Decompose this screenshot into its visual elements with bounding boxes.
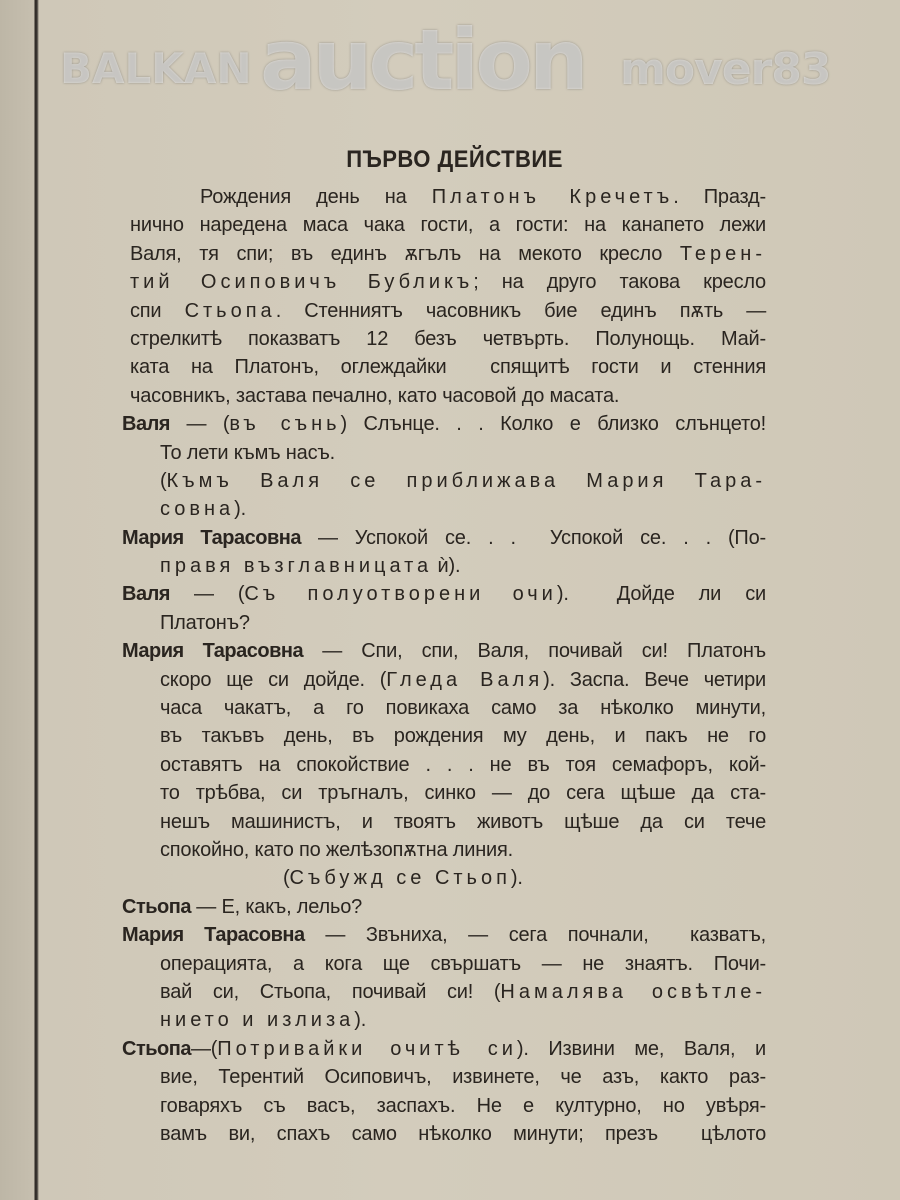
text-segment: скоро ще си дойде. ( xyxy=(160,668,387,691)
text-line xyxy=(130,382,766,410)
spaced-text: Платонъ Кречетъ xyxy=(431,186,674,208)
text-line xyxy=(130,325,766,353)
watermark-logo xyxy=(60,8,860,118)
watermark-balkan: BALKAN xyxy=(60,44,252,93)
text-segment: ). xyxy=(234,498,246,521)
spaced-text: Съ полуотворени очи xyxy=(244,583,557,606)
text-line xyxy=(160,1120,766,1148)
speaker-name: Стьопа xyxy=(122,1037,191,1060)
text-segment: вай си, Стьопа, почивай си! ( xyxy=(160,980,501,1003)
text-segment: — Звъниха, — сега почнали, казватъ, xyxy=(304,924,766,947)
text-line xyxy=(160,808,766,836)
text-segment: . Празд- xyxy=(673,186,766,208)
text-segment: — ( xyxy=(169,413,230,436)
text-line xyxy=(160,609,766,637)
text-line xyxy=(160,978,766,1006)
text-segment: въ такъвъ день, въ рождения му день, и пакъ не го xyxy=(160,725,766,748)
dialogue-line xyxy=(122,580,766,608)
text-line xyxy=(160,722,766,750)
text-segment: часа чакатъ, а го повикаха само за нѣколко минути, xyxy=(160,697,766,720)
spaced-text: Гледа Валя xyxy=(386,668,544,691)
speaker-name: Мария Тарасовна xyxy=(122,640,304,663)
act-heading: ПЪРВО ДЕЙСТВИЕ xyxy=(346,146,563,173)
text-segment: ). xyxy=(354,1009,367,1032)
text-segment: — ( xyxy=(169,583,245,606)
spaced-text: въ сънь xyxy=(229,413,341,436)
text-segment: То лети къмъ насъ. xyxy=(160,441,336,464)
text-line xyxy=(130,297,766,325)
stage-direction-line xyxy=(283,864,703,892)
text-segment: спи xyxy=(130,299,185,322)
text-segment: вие, Терентий Осиповичъ, извинете, че азъ, както раз- xyxy=(160,1066,766,1089)
text-segment: ката на Платонъ, оглеждайки спящитѣ гости и стенния xyxy=(130,356,766,379)
text-line xyxy=(160,1006,766,1034)
text-line xyxy=(130,268,766,296)
text-line xyxy=(160,666,766,694)
text-line xyxy=(200,183,766,211)
dialogue-line xyxy=(122,524,766,552)
text-line xyxy=(160,751,766,779)
text-segment: — Е, какъ, лельо? xyxy=(190,895,363,918)
spaced-text: правя възглавницата xyxy=(160,555,433,578)
text-segment: вамъ ви, спахъ само нѣколко минути; презъ цѣлото xyxy=(160,1122,766,1145)
text-segment: ). Дойде ли си xyxy=(556,583,766,606)
text-line xyxy=(160,836,766,864)
spaced-text: Потривайки очитѣ си xyxy=(217,1037,517,1060)
text-segment: часовникъ, застава печално, като часовой до масата. xyxy=(130,384,620,407)
dialogue-line xyxy=(122,921,766,949)
text-line xyxy=(160,950,766,978)
text-segment: ) Слънце. . . Колко е близко слънцето! xyxy=(340,413,766,436)
text-segment: спокойно, като по желѣзопѫтна линия. xyxy=(160,838,513,861)
text-line xyxy=(160,779,766,807)
text-segment: ѝ). xyxy=(432,555,461,578)
text-segment: нично наредена маса чака гости, а гости: на канапето лежи xyxy=(130,214,766,237)
text-line xyxy=(160,439,766,467)
play-text xyxy=(0,183,900,1148)
text-line xyxy=(130,240,766,268)
speaker-name: Мария Тарасовна xyxy=(122,526,301,549)
watermark-user: mover83 xyxy=(620,44,831,95)
speaker-name: Стьопа xyxy=(122,895,191,918)
text-segment: ). Заспа. Вече четири xyxy=(543,668,767,691)
dialogue-line xyxy=(122,1035,766,1063)
spaced-text: нието и излиза xyxy=(160,1009,355,1032)
text-line xyxy=(130,211,766,239)
text-segment: стрелкитѣ показватъ 12 безъ четвърть. Полунощь. Май- xyxy=(130,327,766,350)
text-line xyxy=(160,1092,766,1120)
text-segment: . Стенниятъ часовникъ бие единъ пѫть — xyxy=(275,299,767,322)
text-segment: — Успокой се. . . Успокой се. . . (По- xyxy=(300,526,766,549)
text-line xyxy=(160,552,766,580)
text-line xyxy=(160,1063,766,1091)
spaced-text: Къмъ Валя се приближава Мария Тара- xyxy=(166,469,766,492)
text-segment: ( xyxy=(283,867,290,890)
text-line xyxy=(160,495,766,523)
text-segment: Рождения день на xyxy=(200,186,432,208)
dialogue-line xyxy=(122,410,766,438)
text-segment: — Спи, спи, Валя, почивай си! Платонъ xyxy=(303,640,766,663)
watermark-auction: auction xyxy=(260,11,585,109)
spaced-text: Събужд се Стьоп xyxy=(289,867,511,890)
text-segment: операцията, а кога ще свършатъ — не знаятъ. Почи- xyxy=(160,952,766,975)
text-segment: ). xyxy=(510,867,523,890)
speaker-name: Валя xyxy=(122,583,170,606)
speaker-name: Мария Тарасовна xyxy=(122,924,305,947)
spaced-text: Стьопа xyxy=(184,299,276,322)
text-segment: ). Извини ме, Валя, и xyxy=(516,1037,766,1060)
dialogue-line xyxy=(122,893,766,921)
dialogue-line xyxy=(122,637,766,665)
text-segment: то трѣбва, си тръгналъ, синко — до сега щѣше да ста- xyxy=(160,782,766,805)
text-segment: Валя, тя спи; въ единъ ѫгълъ на мекото кресло xyxy=(130,242,680,265)
speaker-name: Валя xyxy=(122,413,170,436)
text-segment: ( xyxy=(160,469,167,492)
text-segment: —( xyxy=(190,1037,218,1060)
spaced-text: Терен- xyxy=(679,242,766,265)
spaced-text: тий Осиповичъ Бубликъ xyxy=(130,271,474,294)
spaced-text: совна xyxy=(160,498,235,521)
stage-direction-line xyxy=(160,467,766,495)
text-segment: ; на друго такова кресло xyxy=(473,271,766,294)
text-segment: оставятъ на спокойствие . . . не въ тоя семафоръ, кой- xyxy=(160,753,766,776)
text-segment: Платонъ? xyxy=(160,611,250,634)
text-line xyxy=(130,353,766,381)
spaced-text: Намалява освѣтле- xyxy=(500,980,766,1003)
text-segment: говаряхъ съ васъ, заспахъ. Не е културно, но увѣря- xyxy=(160,1094,766,1117)
text-line xyxy=(160,694,766,722)
text-segment: нешъ машинистъ, и твоятъ животъ щѣше да си тече xyxy=(160,810,766,833)
